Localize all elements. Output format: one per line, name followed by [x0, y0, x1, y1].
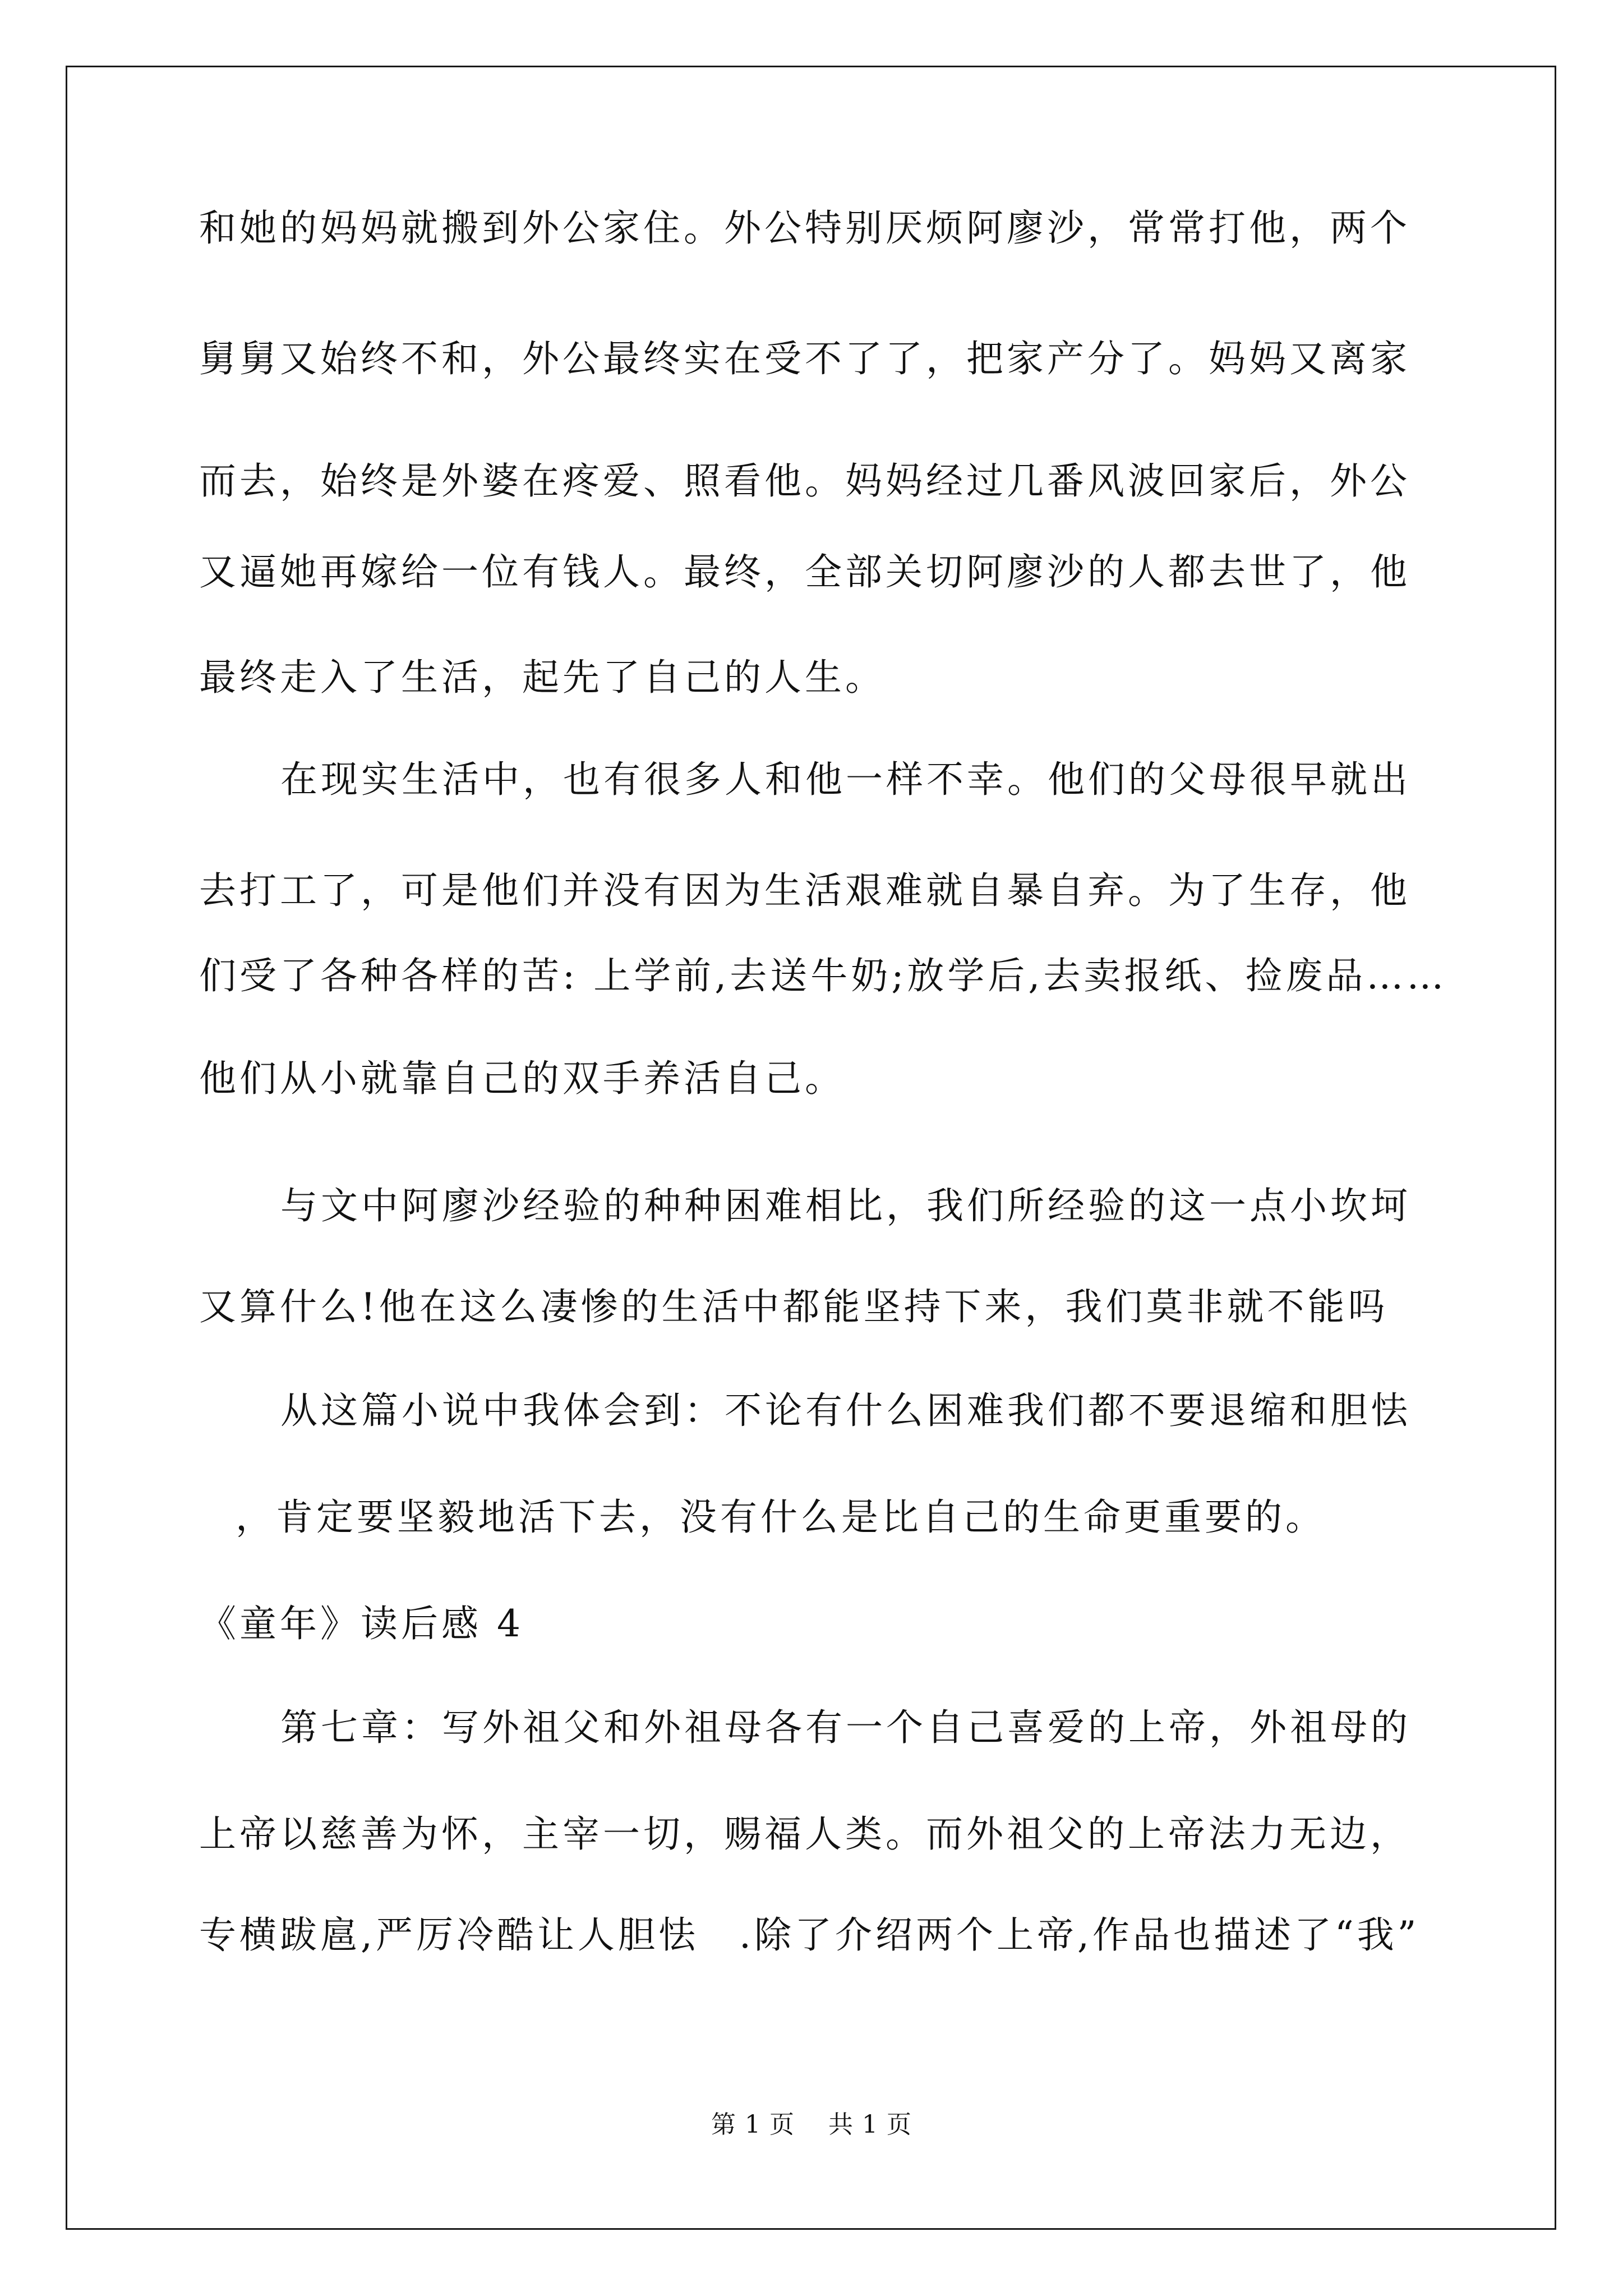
- body-line-4: 又逼她再嫁给一位有钱人。最终，全部关切阿廖沙的人都去世了，他: [199, 550, 1410, 593]
- body-line-2: 舅舅又始终不和，外公最终实在受不了了，把家产分了。妈妈又离家: [199, 337, 1410, 380]
- paragraph-start-line-6: 在现实生活中，也有很多人和他一样不幸。他们的父母很早就出: [280, 758, 1411, 801]
- body-line-17: 专横跋扈,严厉冷酷让人胆怯 .除了介绍两个上帝,作品也描述了“我”: [199, 1913, 1420, 1957]
- body-line-11: 又算什么!他在这么凄惨的生活中都能坚持下来，我们莫非就不能吗: [199, 1285, 1389, 1328]
- body-line-7: 去打工了，可是他们并没有因为生活艰难就自暴自弃。为了生存，他: [199, 869, 1410, 912]
- body-line-16: 上帝以慈善为怀，主宰一切，赐福人类。而外祖父的上帝法力无边，: [199, 1812, 1410, 1856]
- body-line-9: 他们从小就靠自己的双手养活自己。: [199, 1057, 845, 1100]
- page-border: [66, 66, 1556, 2230]
- body-line-8: 们受了各种各样的苦: 上学前,去送牛奶;放学后,去卖报纸、捡废品……: [199, 954, 1447, 997]
- paragraph-start-line-15: 第七章：写外祖父和外祖母各有一个自己喜爱的上帝，外祖母的: [280, 1706, 1411, 1749]
- section-heading: 《童年》读后感 4: [199, 1602, 524, 1645]
- page-number-footer: 第 1 页 共 1 页: [711, 2110, 912, 2139]
- paragraph-start-line-12: 从这篇小说中我体会到：不论有什么困难我们都不要退缩和胆怯: [280, 1389, 1411, 1432]
- body-line-5: 最终走入了生活，起先了自己的人生。: [199, 656, 886, 699]
- body-line-13: ，肯定要坚毅地活下去，没有什么是比自己的生命更重要的。: [236, 1496, 1326, 1539]
- body-line-1: 和她的妈妈就搬到外公家住。外公特别厌烦阿廖沙，常常打他，两个: [199, 206, 1410, 250]
- body-line-3: 而去，始终是外婆在疼爱、照看他。妈妈经过几番风波回家后，外公: [199, 459, 1410, 503]
- paragraph-start-line-10: 与文中阿廖沙经验的种种困难相比，我们所经验的这一点小坎坷: [280, 1184, 1411, 1227]
